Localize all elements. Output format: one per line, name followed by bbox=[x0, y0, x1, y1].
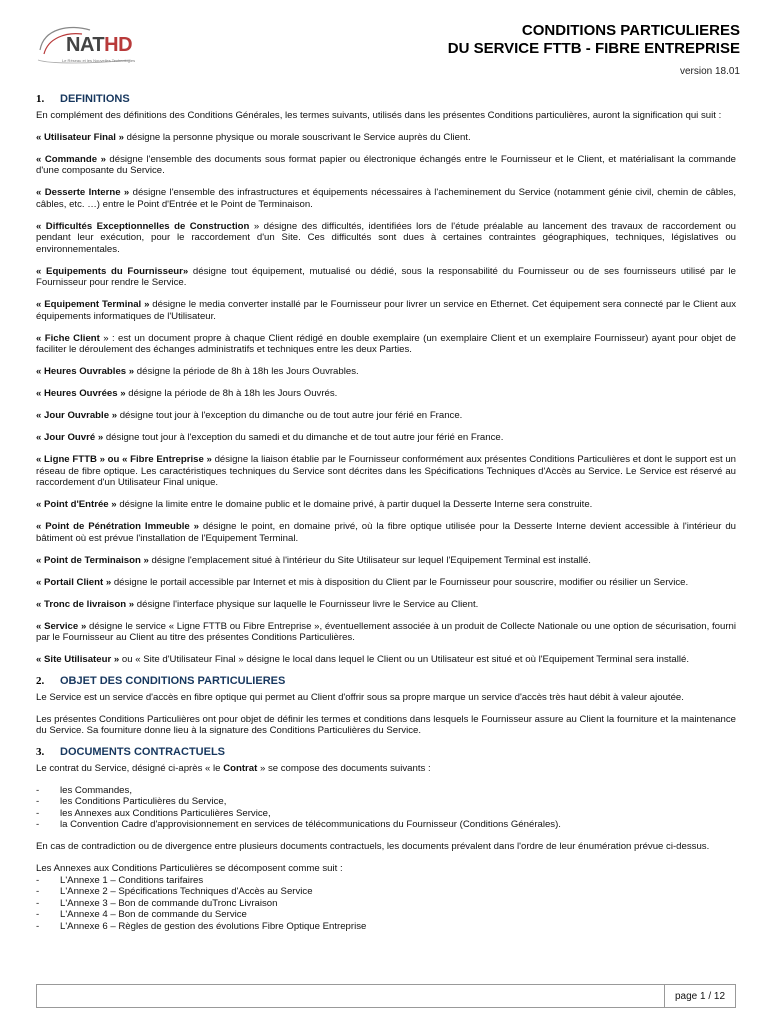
definition-term: « Heures Ouvrables » bbox=[36, 366, 135, 377]
definition-item bbox=[36, 454, 736, 489]
dash-bullet: - bbox=[36, 796, 40, 807]
definition-term: « Point d'Entrée » bbox=[36, 499, 117, 510]
list-item-text: L'Annexe 6 – Règles de gestion des évolutions Fibre Optique Entreprise bbox=[60, 920, 367, 932]
section-1-heading bbox=[36, 94, 736, 106]
definition-text: désigne l'emplacement situé à l'intérieur du Site Utilisateur sur lequel l'Equipement Terminal est installé. bbox=[148, 554, 591, 566]
list-item-text: la Convention Cadre d'approvisionnement en services de télécommunications du Fournisseur (Conditions Générales). bbox=[60, 819, 561, 830]
contract-intro bbox=[36, 763, 736, 775]
list-item bbox=[36, 785, 736, 797]
contract-term: Contrat bbox=[223, 762, 258, 774]
dash-bullet: - bbox=[36, 897, 40, 909]
section-title: DOCUMENTS CONTRACTUELS bbox=[60, 746, 225, 758]
list-item bbox=[36, 875, 736, 887]
text: » se compose des documents suivants : bbox=[257, 762, 431, 774]
title-line-1: CONDITIONS PARTICULIERES bbox=[521, 22, 740, 39]
contract-documents-list bbox=[36, 785, 736, 831]
definition-term: « Jour Ouvrable » bbox=[36, 410, 118, 421]
definition-term: « Equipements du Fournisseur» bbox=[36, 265, 189, 277]
logo-text-accent: HD bbox=[104, 34, 133, 56]
definition-term: « Difficultés Exceptionnelles de Construction bbox=[36, 220, 250, 232]
definition-text: désigne la personne physique ou morale souscrivant le Service auprès du Client. bbox=[123, 131, 471, 143]
definition-item bbox=[36, 599, 736, 611]
dash-bullet: - bbox=[36, 784, 40, 796]
title-line-2: DU SERVICE FTTB - FIBRE ENTREPRISE bbox=[447, 40, 740, 57]
list-item bbox=[36, 886, 736, 898]
definition-text: » : est un document propre à chaque Client rédigé en double exemplaire (un exemplaire Client et un exemplaire Fournisseur) ayant pour objet de faciliter le déroulement des échanges administratifs et techniques entre les deux Parties. bbox=[36, 332, 737, 355]
list-item-text: L'Annexe 2 – Spécifications Techniques d'Accès au Service bbox=[60, 886, 313, 897]
definition-text: désigne tout jour à l'exception du samedi et du dimanche et de tout autre jour férié en France. bbox=[103, 432, 504, 443]
list-item bbox=[36, 808, 736, 820]
definition-text: désigne l'interface physique sur laquelle le Fournisseur livre le Service au Client. bbox=[134, 598, 479, 610]
definition-item bbox=[36, 621, 736, 644]
list-item bbox=[36, 819, 736, 831]
paragraph: Les présentes Conditions Particulières ont pour objet de définir les termes et conditions dans lesquels le Fournisseur assure au Client la fourniture et la maintenance du Service. Sa fourniture donne lieu à la signature des Conditions Particulières du Service. bbox=[36, 713, 736, 736]
section-title: OBJET DES CONDITIONS PARTICULIERES bbox=[60, 675, 286, 687]
definition-text: désigne le service « Ligne FTTB ou Fibre Entreprise », éventuellement associée à un produit de Collecte Nationale ou une option de sécurisation, fourni par le Fournisseur au Client au titre des présentes Conditions Particulières. bbox=[36, 620, 736, 643]
paragraph: Le Service est un service d'accès en fibre optique qui permet au Client d'offrir sous sa propre marque un service d'accès très haut débit à valeur ajoutée. bbox=[36, 691, 684, 703]
definition-term: « Ligne FTTB » ou « Fibre Entreprise » bbox=[36, 454, 212, 465]
logo-text bbox=[66, 34, 132, 57]
definition-item bbox=[36, 521, 736, 544]
list-item-text: L'Annexe 4 – Bon de commande du Service bbox=[60, 909, 247, 920]
nathd-logo bbox=[30, 20, 142, 72]
definition-item bbox=[36, 410, 736, 422]
annex-intro: Les Annexes aux Conditions Particulières se décomposent comme suit : bbox=[36, 863, 343, 874]
definition-term: « Point de Terminaison » bbox=[36, 554, 149, 566]
definition-text: désigne la période de 8h à 18h les Jours Ouvrables. bbox=[134, 366, 359, 377]
definition-text: désigne la période de 8h à 18h les Jours Ouvrés. bbox=[125, 388, 338, 399]
document-title bbox=[448, 22, 740, 58]
definition-term: « Heures Ouvrées » bbox=[36, 388, 126, 399]
logo-tagline: Le Réseau et les Nouvelles Technologies bbox=[62, 58, 136, 63]
definition-text: désigne tout équipement, mutualisé ou dédié, sous la responsabilité du Fournisseur ou de ses fournisseurs utilisé par le Fournisseur pour rendre le Service. bbox=[36, 265, 736, 288]
text: Le contrat du Service, désigné ci-après « le bbox=[36, 762, 224, 774]
definition-item bbox=[36, 499, 736, 511]
definition-text: désigne la limite entre le domaine public et le domaine privé, à partir duquel la Desserte Interne sera construite. bbox=[116, 499, 593, 510]
list-item-text: L'Annexe 1 – Conditions tarifaires bbox=[60, 874, 204, 886]
dash-bullet: - bbox=[36, 874, 40, 886]
page-footer bbox=[36, 984, 736, 1008]
definition-term: « Jour Ouvré » bbox=[36, 432, 104, 443]
definition-item bbox=[36, 654, 736, 666]
definition-item bbox=[36, 299, 736, 322]
version-label: version 18.01 bbox=[679, 66, 740, 77]
list-item-text: les Commandes, bbox=[60, 784, 132, 796]
document-body bbox=[36, 92, 736, 932]
section-2-heading bbox=[36, 676, 736, 688]
definition-text: désigne l'ensemble des infrastructures et équipements nécessaires à l'acheminement du Service (notamment génie civil, chemin de câbles, câbles, etc. …) entre le Point d'Entrée et le Point de Terminaison. bbox=[36, 187, 736, 210]
definition-term: « Point de Pénétration Immeuble » bbox=[36, 521, 199, 532]
definition-term: « Site Utilisateur » bbox=[36, 654, 120, 665]
logo-text-main: NAT bbox=[66, 34, 105, 56]
section-number: 3. bbox=[36, 746, 45, 758]
definition-term: « Fiche Client bbox=[36, 332, 100, 344]
dash-bullet: - bbox=[36, 920, 40, 932]
definition-item bbox=[36, 333, 736, 356]
list-item bbox=[36, 909, 736, 921]
dash-bullet: - bbox=[36, 807, 40, 819]
definitions-list bbox=[36, 132, 736, 666]
definition-text: » désigne des difficultés, identifiées lors de l'étude préalable au lancement des travaux de raccordement ou pendant leur exécution, pour le raccordement d'un Site. Ces difficultés sont dues à certaines contraintes géographiques, techniques, législatives ou environnementales. bbox=[36, 220, 736, 255]
annexes-list bbox=[36, 875, 736, 933]
definition-item bbox=[36, 366, 736, 378]
definition-term: « Desserte Interne » bbox=[36, 187, 130, 198]
list-item bbox=[36, 921, 736, 933]
definition-text: désigne le portail accessible par Internet et mis à disposition du Client par le Fournisseur pour souscrire, modifier ou résilier un Service. bbox=[111, 576, 689, 588]
definition-item bbox=[36, 388, 736, 400]
definition-text: désigne tout jour à l'exception du dimanche ou de tout autre jour férié en France. bbox=[117, 410, 463, 421]
list-item-text: les Annexes aux Conditions Particulières Service, bbox=[60, 807, 271, 819]
dash-bullet: - bbox=[36, 819, 40, 830]
definition-text: désigne le media converter installé par le Fournisseur pour livrer un service en Ethernet. Cet équipement sera connecté par le Client aux équipements informatiques de l'Utilisateur. bbox=[36, 299, 736, 322]
section-number: 1. bbox=[36, 93, 45, 105]
definition-text: ou « Site d'Utilisateur Final » désigne le local dans lequel le Client ou un Utilisateur est situé et où l'Equipement Terminal sera installé. bbox=[119, 654, 690, 665]
definition-term: « Commande » bbox=[36, 153, 106, 165]
definition-term: « Portail Client » bbox=[36, 576, 112, 588]
definition-item bbox=[36, 577, 736, 589]
definition-term: « Tronc de livraison » bbox=[36, 598, 135, 610]
definition-item bbox=[36, 221, 736, 256]
definition-term: « Utilisateur Final » bbox=[36, 131, 124, 143]
list-item-text: L'Annexe 3 – Bon de commande duTronc Livraison bbox=[60, 897, 278, 909]
section-3-heading bbox=[36, 747, 736, 759]
section-number: 2. bbox=[36, 675, 45, 687]
definition-text: désigne l'ensemble des documents sous format papier ou électronique échangés entre le Fournisseur et le Client, et matérialisant la commande d'une composante du Service. bbox=[36, 153, 736, 176]
definition-text: désigne la liaison établie par le Fournisseur conformément aux présentes Conditions Particulières et dont le support est un réseau de fibre optique. Les caractéristiques techniques du Service sont décrites dans les Spécifications Techniques d'Accès au Service. Le Service est réservé au raccordement d'un Utilisateur Final unique. bbox=[36, 454, 736, 488]
definition-text: désigne le point, en domaine privé, où la fibre optique utilisée pour la Desserte Interne devient accessible à l'intérieur du bâtiment où est prévue l'installation de l'Equipement Terminal. bbox=[36, 521, 736, 544]
definition-term: « Equipement Terminal » bbox=[36, 299, 150, 310]
definition-term: « Service » bbox=[36, 620, 87, 632]
definition-item bbox=[36, 154, 736, 177]
definition-item bbox=[36, 187, 736, 210]
definition-item bbox=[36, 555, 736, 567]
definition-item bbox=[36, 132, 736, 144]
definitions-intro: En complément des définitions des Conditions Générales, les termes suivants, utilisés dans les présentes Conditions particulières, auront la signification qui suit : bbox=[36, 109, 722, 121]
list-item-text: les Conditions Particulières du Service, bbox=[60, 796, 227, 807]
dash-bullet: - bbox=[36, 886, 40, 897]
paragraph: En cas de contradiction ou de divergence entre plusieurs documents contractuels, les documents prévalent dans l'ordre de leur énumération prévue ci-dessus. bbox=[36, 841, 710, 852]
definition-item bbox=[36, 266, 736, 289]
page-number: page 1 / 12 bbox=[664, 985, 735, 1007]
definition-item bbox=[36, 432, 736, 444]
dash-bullet: - bbox=[36, 909, 40, 920]
list-item bbox=[36, 898, 736, 910]
list-item bbox=[36, 796, 736, 808]
section-title: DEFINITIONS bbox=[60, 93, 130, 105]
